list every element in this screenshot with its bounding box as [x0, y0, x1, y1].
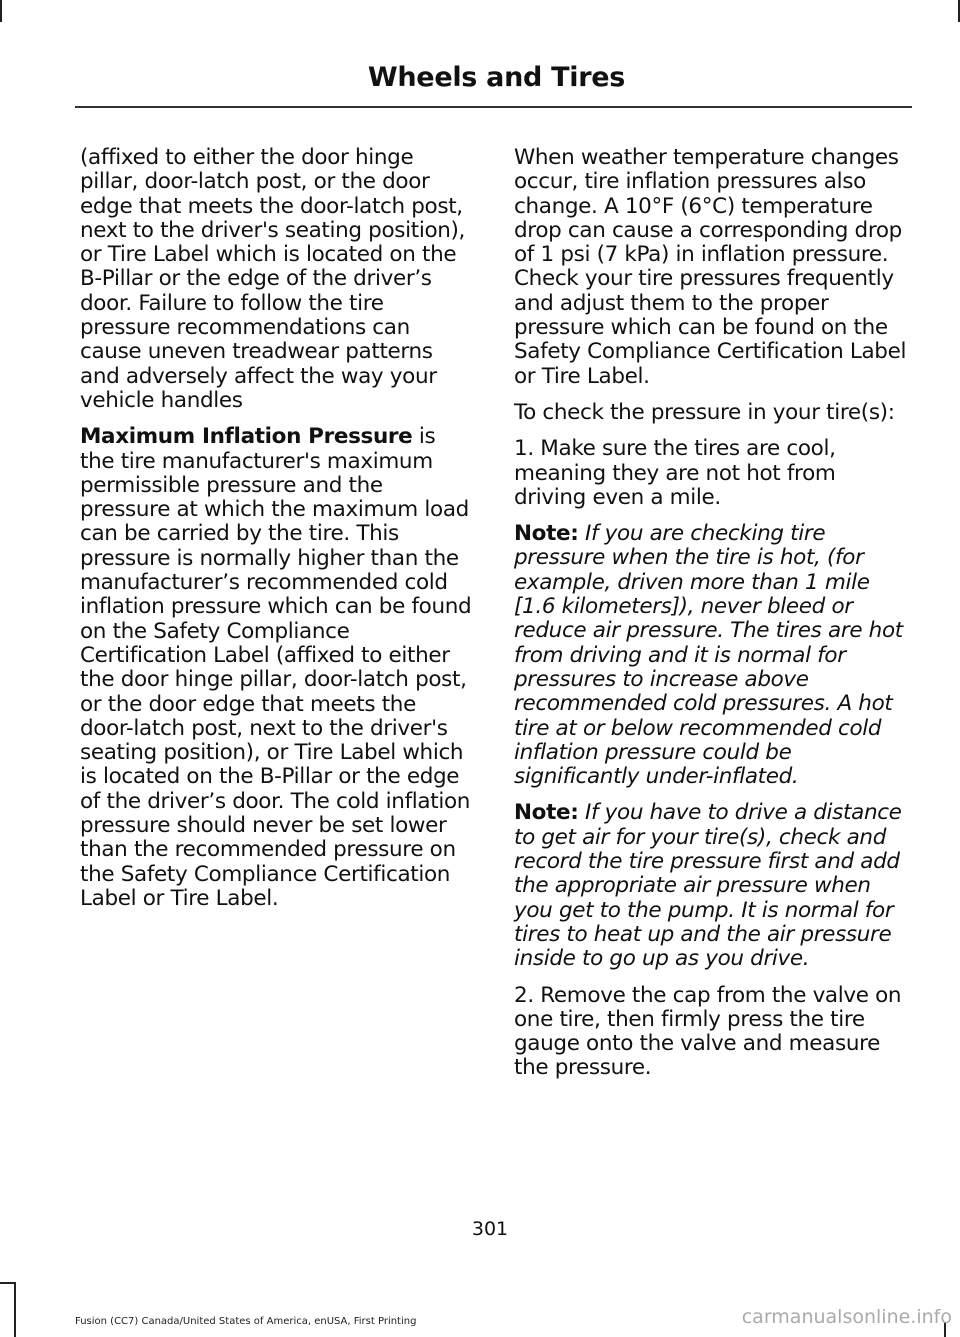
paragraph: (affixed to either the door hinge pillar, door-latch post, or the door edge that meets the door-latch post, next to the driver's seating position), or Tire Label which is located on the B-Pillar or the edge of the driver’s door. Failure to follow the tire pressure recommendations can cause uneven treadwear patterns and adversely affect the way your vehicle handles: [80, 145, 466, 413]
note-2: [514, 801, 909, 971]
term-heading: Maximum Inflation Pressure: [80, 424, 413, 450]
step-2: 2. Remove the cap from the valve on one tire, then firmly press the tire gauge onto the valve and measure the pressure.: [514, 982, 902, 1081]
crop-mark-bottom-left-vertical: [14, 1282, 16, 1337]
note-1: [514, 522, 909, 789]
note-text: If you have to drive a distance to get air for your tire(s), check and record the tire pressure first and add the appropriate air pressure when you get to the pump. It is normal for tires to heat up and the air pressure inside to go up as you drive.: [514, 800, 902, 972]
term-text: is the tire manufacturer's maximum permissible pressure and the pressure at which the maximum load can be carried by the tire. This pressure is normally higher than the manufacturer’s recommended cold inflation pressure which can be found on the Safety Compliance Certification Label (affixed to either the door hinge pillar, door-latch post, or the door edge that meets the door-latch post, next to the driver's seating position), or Tire Label which is located on the B-Pillar or the edge of the driver’s door. The cold inflation pressure should never be set lower than the recommended pressure on the Safety Compliance Certification Label or Tire Label.: [80, 424, 472, 911]
paragraph: When weather temperature changes occur, tire inflation pressures also change. A 10°F (6°C) temperature drop can cause a corresponding drop of 1 psi (7 kPa) in inflation pressure. Check your tire pressures frequently and adjust them to the proper pressure which can be found on the Safety Compliance Certification Label or Tire Label.: [514, 145, 907, 389]
note-label: Note:: [514, 521, 579, 547]
left-column: [80, 146, 475, 923]
watermark: carmanualsonline.info: [741, 1306, 952, 1328]
page-number: 301: [471, 1218, 509, 1240]
right-column: [514, 146, 909, 1093]
edition-footer: Fusion (CC7) Canada/United States of America, enUSA, First Printing: [75, 1316, 417, 1327]
paragraph: [80, 425, 475, 911]
note-label: Note:: [514, 800, 579, 826]
note-text: If you are checking tire pressure when the tire is hot, (for example, driven more than 1 mile [1.6 kilometers]), never bleed or reduce air pressure. The tires are hot from driving and it is normal for pressures to increase above recommended cold pressures. A hot tire at or below recommended cold inflation pressure could be significantly under-inflated.: [514, 521, 903, 790]
page-title: Wheels and Tires: [367, 62, 625, 93]
step-1: 1. Make sure the tires are cool, meaning they are not hot from driving even a mile.: [514, 436, 836, 510]
header-rule: [75, 106, 912, 108]
paragraph: To check the pressure in your tire(s):: [514, 399, 895, 425]
crop-mark-top-left: [0, 0, 2, 22]
